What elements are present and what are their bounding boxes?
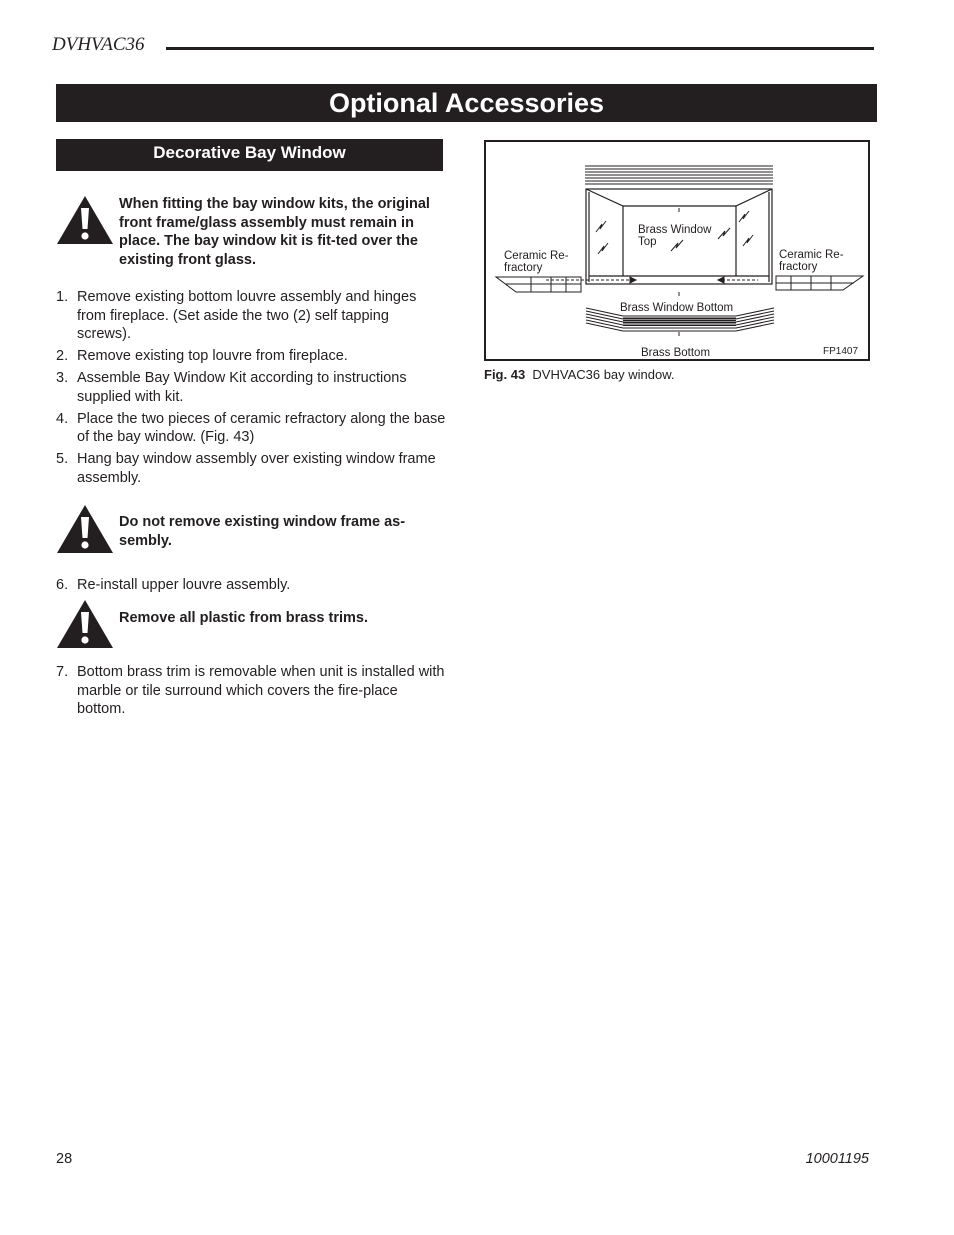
warning-icon — [56, 504, 114, 554]
label-ceramic-right-2: fractory — [779, 261, 818, 273]
ceramic-refractory-left — [496, 277, 581, 292]
list-item — [56, 347, 446, 366]
warning-text-2: Do not remove existing window frame as-sembly. — [119, 514, 406, 549]
label-brass-window-top-1: Brass Window — [638, 224, 712, 236]
list-item — [56, 288, 446, 344]
refractory-arrows — [546, 277, 758, 283]
list-item — [56, 576, 446, 595]
warning-icon — [56, 599, 114, 649]
step-text: Remove existing top louvre from fireplace. — [77, 348, 348, 364]
warning-text-3: Remove all plastic from brass trims. — [119, 610, 369, 626]
brass-window-top-louvre — [585, 166, 773, 184]
label-brass-bottom: Brass Bottom — [641, 347, 711, 359]
figure-43 — [484, 140, 870, 361]
step-number: 5. — [56, 451, 69, 467]
step-number: 6. — [56, 577, 69, 593]
section-title: Decorative Bay Window — [153, 143, 346, 162]
step-text: Place the two pieces of ceramic refractory along the base of the bay window. (Fig. 43) — [77, 410, 446, 445]
bay-window-frame — [586, 189, 772, 284]
step-number: 2. — [56, 348, 69, 364]
label-brass-window-top-2: Top — [638, 236, 657, 248]
step-text: Re-install upper louvre assembly. — [77, 577, 291, 593]
ceramic-refractory-right — [776, 276, 863, 290]
step-text: Hang bay window assembly over existing window frame assembly. — [77, 451, 436, 486]
steps-list-b — [56, 576, 446, 598]
document-number: 10001195 — [805, 1151, 869, 1167]
label-ceramic-left-2: fractory — [504, 262, 543, 274]
label-ceramic-left-1: Ceramic Re- — [504, 250, 569, 262]
step-number: 1. — [56, 289, 69, 305]
list-item — [56, 410, 446, 447]
list-item — [56, 663, 446, 719]
steps-list-c — [56, 663, 446, 722]
figure-caption — [484, 367, 675, 382]
page-title-bar — [56, 84, 877, 122]
step-number: 4. — [56, 410, 69, 427]
warning-text-1: When fitting the bay window kits, the original front frame/glass assembly must remain in place. The bay window kit is fit-ted over the existing front glass. — [119, 196, 430, 268]
steps-list-a — [56, 288, 446, 491]
label-ceramic-right-1: Ceramic Re- — [779, 249, 844, 261]
page-number: 28 — [56, 1151, 73, 1167]
warning-block-3 — [56, 599, 443, 649]
figure-caption-label: Fig. 43 — [484, 367, 526, 382]
section-title-bar — [56, 139, 443, 171]
step-text: Bottom brass trim is removable when unit is installed with marble or tile surround which covers the fire-place bottom. — [77, 664, 445, 717]
page-title: Optional Accessories — [328, 88, 605, 118]
step-text: Assemble Bay Window Kit according to instructions supplied with kit. — [77, 370, 407, 405]
label-brass-window-bottom: Brass Window Bottom — [620, 302, 734, 314]
header-rule — [166, 47, 874, 50]
figure-caption-text: DVHVAC36 bay window. — [532, 367, 675, 382]
warning-icon — [56, 195, 114, 245]
bay-window-diagram — [486, 142, 868, 359]
figure-code: FP1407 — [823, 346, 859, 357]
list-item — [56, 369, 446, 406]
step-number: 7. — [56, 664, 69, 680]
list-item — [56, 450, 446, 487]
warning-block-2 — [56, 504, 443, 554]
step-number: 3. — [56, 370, 69, 386]
step-text: Remove existing bottom louvre assembly and hinges from fireplace. (Set aside the two (2) self tapping screws). — [77, 289, 417, 342]
warning-block-1 — [56, 195, 443, 268]
header-model: DVHVAC36 — [52, 34, 145, 55]
